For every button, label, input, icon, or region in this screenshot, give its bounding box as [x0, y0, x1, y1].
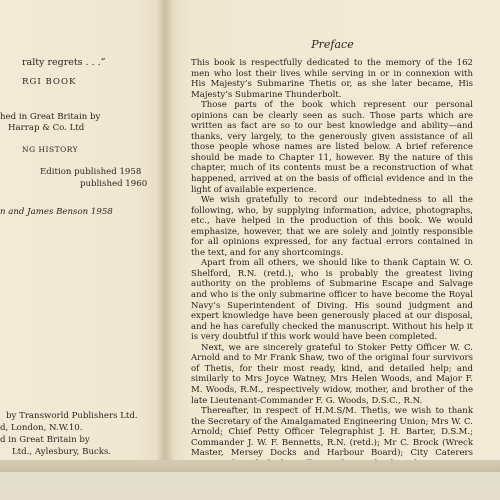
left-line-published: published 1960: [80, 179, 148, 189]
paragraph: Apart from all others, we should like to thank Captain W. O. Shelford, R.N. (retd.), who is probably the greatest living authority on the problems of Submarine Escape and Salvage and who is the only submarine officer to have become the Royal Navy’s Superintendent of Diving. His sound judgment and expert knowledge have been generously placed at our disposal, and he has carefully checked the manuscript. Without his help it is very doubtful if this work would have been completed.: [191, 258, 473, 343]
left-line-address: d, London, N.W.10.: [0, 423, 83, 433]
right-page: [165, 0, 500, 468]
page-bottom-edge: [0, 460, 500, 472]
left-line-printer: by Transworld Publishers Ltd.: [6, 411, 138, 421]
left-line-quote: ralty regrets . . .”: [22, 57, 106, 68]
left-line-printed-in: d in Great Britain by: [0, 435, 90, 445]
preface-body: [191, 58, 473, 468]
left-line-printer-location: Ltd., Aylesbury, Bucks.: [12, 447, 112, 457]
paragraph: Next, we are sincerely grateful to Stoker Petty Officer W. C. Arnold and to Mr Frank Shaw, two of the original four survivors of Thetis, for their most ready, kind, and detailed help; and similarly to Mrs Joyce Watney, Mrs Helen Woods, and Major F. M. Woods, R.M., respectively widow, mother, and brother of the late Lieutenant-Commander F. G. Woods, D.S.C., R.N.: [191, 342, 473, 406]
left-line-published-by: hed in Great Britain by: [0, 112, 101, 122]
left-line-imprint: RGI BOOK: [22, 77, 77, 87]
left-page: [0, 0, 165, 468]
preface-title: Preface: [311, 38, 354, 51]
book-gutter: [156, 0, 174, 468]
paragraph: Those parts of the book which represent our personal opinions can be clearly seen as such. Those parts which are written as fact are so to our best knowledge and ability—and thanks, very largely, to the generously given assistance of all those people whose names are listed below. A brief reference should be made to Chapter 11, however. By the nature of this chapter, much of its contents must be a reconstruction of what happened, arrived at on the basis of official evidence and in the light of available experience.: [191, 100, 473, 195]
left-line-copyright: n and James Benson 1958: [0, 207, 113, 217]
left-line-series: NG HISTORY: [22, 145, 79, 154]
left-line-edition: Edition published 1958: [40, 167, 142, 177]
paragraph: This book is respectfully dedicated to the memory of the 162 men who lost their lives while serving in or in connexion with His Majesty’s Submarine Thetis or, as she later became, His Majesty’s Submarine Thunderbolt.: [191, 58, 473, 100]
paragraph: Thereafter, in respect of H.M.S/M. Thetis, we wish to thank the Secretary of the Amalgamated Engineering Union; Mrs W. C. Arnold; Chief Petty Officer Telegraphist J. H. Barter, D.S.M.; Commander J. W. F. Bennetts, R.N. (retd.); Mr C. Brock (Wreck Master, Mersey Docks and Harbour Board); City Caterers: [191, 406, 473, 459]
left-line-publisher: Harrap & Co. Ltd: [8, 123, 85, 133]
paragraph: We wish gratefully to record our indebtedness to all the following, who, by supplying information, advice, photographs, etc., have helped in the production of this book. We would emphasize, however, that we are solely and jointly responsible for all opinions expressed, for any factual errors contained in the text, and for any shortcomings.: [191, 195, 473, 258]
